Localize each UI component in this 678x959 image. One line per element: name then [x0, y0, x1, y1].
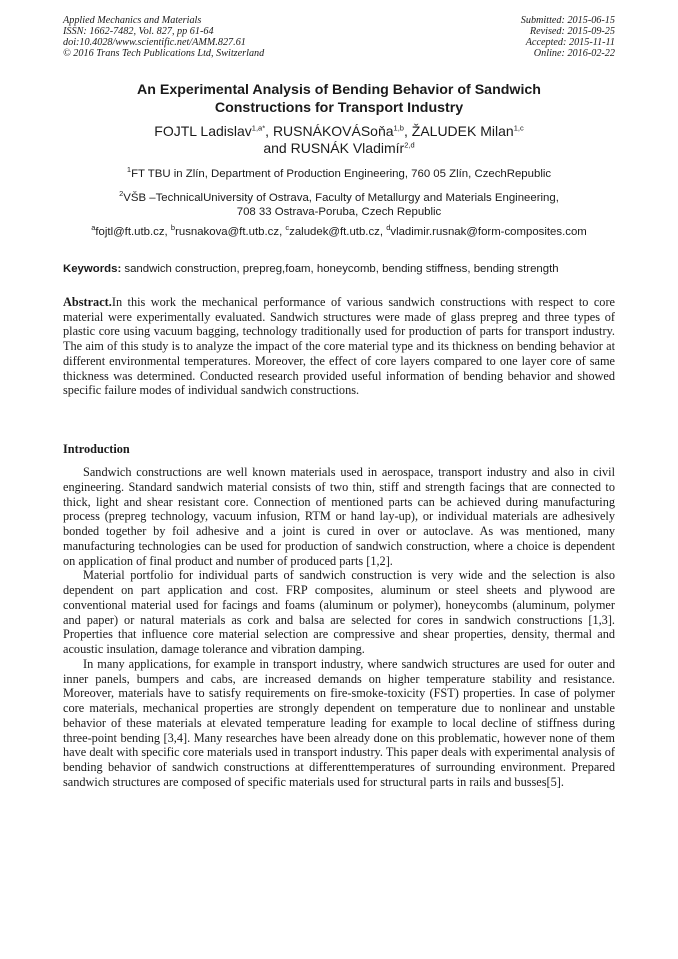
email-mark: d [386, 223, 391, 233]
affiliation-mark: 2 [119, 189, 124, 199]
author-affiliation-mark: 2,d [404, 140, 415, 150]
journal-name: Applied Mechanics and Materials [63, 15, 202, 26]
title-line-2: Constructions for Transport Industry [214, 100, 464, 116]
affiliation-2-line-2: 708 33 Ostrava-Poruba, Czech Republic [236, 206, 442, 218]
affiliation-1 [40, 167, 638, 181]
journal-info [63, 15, 264, 59]
affiliation-mark: 1 [126, 165, 132, 175]
abstract-text: In this work the mechanical performance of various sandwich constructions with respect to core material were experimentally evaluated. Sandwich structures were made of glass prepreg and three types of plastic core using vacuum bagging, technology traditionally used for production of parts for transport industry. The aim of this study is to analyze the impact of the core material type and its thickness on bending behavior at different environmental temperatures. Moreover, the effect of core layers compared to one layer core of same thickness was determined. Conducted research provided useful information of bending behavior and showed specific failure modes of individual sandwich constructions. [63, 295, 615, 398]
affiliation-2 [40, 191, 638, 219]
abstract [63, 295, 615, 398]
author-conjunction: and [263, 140, 287, 156]
author-list [63, 123, 615, 157]
introduction-body [63, 465, 615, 790]
journal-doi: doi:10.4028/www.scientific.net/AMM.827.61 [63, 37, 246, 48]
keywords-text: sandwich construction, prepreg,foam, honeycomb, bending stiffness, bending strength [124, 263, 559, 275]
journal-copyright: © 2016 Trans Tech Publications Ltd, Switzerland [63, 48, 265, 59]
publication-dates [521, 15, 615, 59]
date-submitted: Submitted: 2015-06-15 [520, 15, 615, 26]
date-revised: Revised: 2015-09-25 [529, 26, 615, 37]
keywords-label: Keywords: [63, 263, 122, 275]
email-link[interactable]: fojtl@ft.utb.cz, [95, 226, 168, 238]
author-name: ŽALUDEK Milan [411, 123, 514, 139]
abstract-label: Abstract. [63, 295, 112, 309]
affiliation-2-line-1 [40, 191, 638, 205]
paper-title [63, 81, 615, 117]
author-name: FOJTL Ladislav [154, 123, 252, 139]
email-link[interactable]: zaludek@ft.utb.cz, [289, 226, 384, 238]
author-line-2 [63, 140, 615, 157]
email-list [40, 225, 638, 239]
email-mark: a [91, 223, 96, 233]
author-line-1: FOJTL Ladislav$^{1,a*}$, RUSNÁKOVÁSoňa$^{1,b}$, ŽALUDEK Milan$^{1,c}$ [154, 123, 524, 139]
paragraph: Material portfolio for individual parts of sandwich construction is very wide and the selection is also dependent on part application and cost. FRP composites, aluminum or steel sheets and plywood are conventional material used for facings and foams (aluminum or polymer), honeycombs (aluminum, polymer and paper) or natural materials as cork and balsa are selected for cores in sandwich constructions [1,3]. Properties that influence core material selection are compressive and shear properties, density, thermal and acoustic insulation, damage tolerance and vibration damping. [63, 568, 615, 656]
author-name: RUSNÁKOVÁSoňa [272, 123, 394, 139]
keywords [63, 262, 623, 276]
email-mark: c [285, 223, 290, 233]
author-name: RUSNÁK Vladimír [290, 140, 405, 156]
paragraph: In many applications, for example in transport industry, where sandwich structures are used for outer and inner panels, bumpers and cabs, are increased demands on higher temperature stability and resistance. Moreover, materials have to satisfy requirements on fire-smoke-toxicity (FST) properties. In case of polymer core materials, mechanical properties are strongly dependent on temperature due to nonlinear and unstable behavior of these materials at elevated temperature leading for example to local decline of stiffness during three-point bending [3,4]. Many researches have been already done on this problematic, however none of them have dealt with specific core materials used in transport industry. This paper deals with experimental analysis of bending behavior of sandwich constructions at differenttemperatures of surrounding environment. Prepared sandwich structures are composed of specific materials used for structural parts in rails and busses[5]. [63, 656, 615, 789]
journal-issn: ISSN: 1662-7482, Vol. 827, pp 61-64 [63, 26, 214, 37]
email-link[interactable]: rusnakova@ft.utb.cz, [175, 226, 283, 238]
author-affiliation-mark: 1,a* [251, 123, 266, 133]
affiliation-text: VŠB –TechnicalUniversity of Ostrava, Faculty of Metallurgy and Materials Engineering, [123, 192, 559, 204]
email-link[interactable]: vladimir.rusnak@form-composites.com [390, 226, 587, 238]
paragraph: Sandwich constructions are well known materials used in aerospace, transport industry and also in civil engineering. Standard sandwich material consists of two thin, stiff and strength facings that are connected to thick, light and shear resistant core. Connection of mentioned parts can be achieved during manufacturing process (prepreg technology, vacuum infusion, RTM or hand lay-up), or individual materials are adhesively bonded together by foil adhesive and a joint is cured in over or autoclave. As was mentioned, many manufacturing technologies can be used for production of sandwich construction, where a choice is dependent on application of final product and number of produced parts [1,2]. [63, 465, 615, 568]
section-heading-introduction: Introduction [63, 442, 130, 456]
affiliation-text: FT TBU in Zlín, Department of Production Engineering, 760 05 Zlín, CzechRepublic [131, 168, 552, 180]
email-mark: b [170, 223, 176, 233]
date-accepted: Accepted: 2015-11-11 [525, 37, 615, 48]
author-affiliation-mark: 1,b [393, 123, 404, 133]
title-line-1: An Experimental Analysis of Bending Behavior of Sandwich [137, 82, 541, 98]
author-affiliation-mark: 1,c [513, 123, 524, 133]
date-online: Online: 2016-02-22 [533, 48, 615, 59]
